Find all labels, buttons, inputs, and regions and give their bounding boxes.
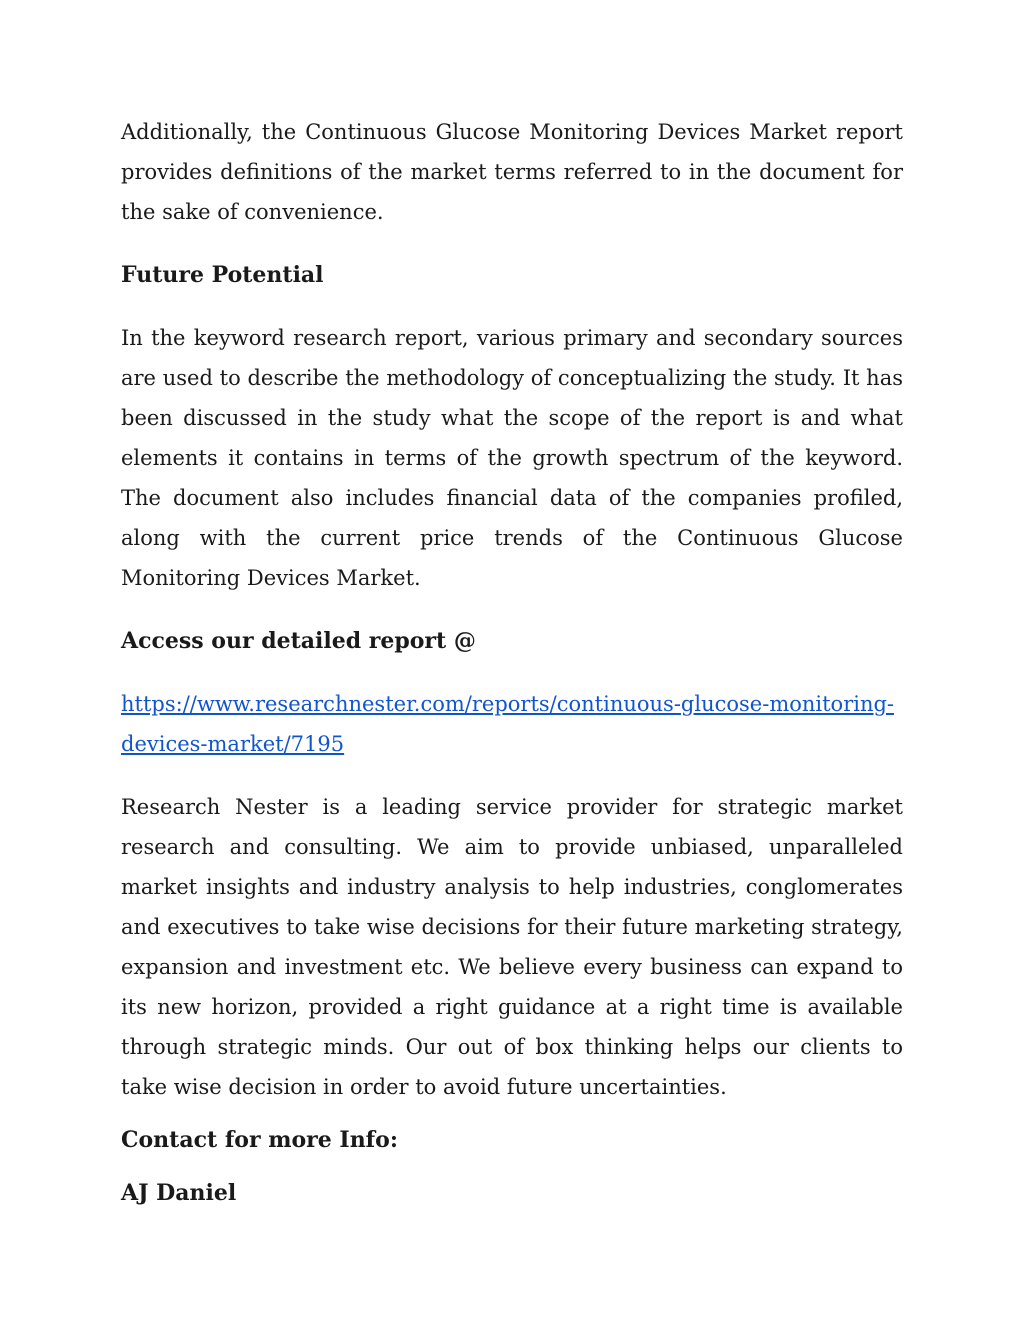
access-report-heading: Access our detailed report @ bbox=[121, 628, 476, 654]
contact-name: AJ Daniel bbox=[121, 1180, 237, 1206]
about-paragraph: Research Nester is a leading service provider for strategic market research and consulting. We aim to provide unbiased, unparalleled market insights and industry analysis to help industries, conglomerates and executives to take wise decisions for their future marketing strategy, expansion and investment etc. We believe every business can expand to its new horizon, provided a right guidance at a right time is available through strategic minds. Our out of box thinking helps our clients to take wise decision in order to avoid future uncertainties. bbox=[121, 795, 903, 1099]
report-link[interactable]: https://www.researchnester.com/reports/continuous-glucose-monitoring-devices-market/7195 bbox=[121, 692, 895, 756]
future-potential-heading: Future Potential bbox=[121, 262, 324, 288]
future-potential-paragraph: In the keyword research report, various primary and secondary sources are used to describe the methodology of conceptualizing the study. It has been discussed in the study what the scope of the report is and what elements it contains in terms of the growth spectrum of the keyword. The document also includes financial data of the companies profiled, along with the current price trends of the Continuous Glucose Monitoring Devices Market. bbox=[121, 326, 903, 590]
intro-paragraph: Additionally, the Continuous Glucose Monitoring Devices Market report provides definitions of the market terms referred to in the document for the sake of convenience. bbox=[121, 120, 903, 224]
document-page bbox=[121, 112, 903, 1213]
contact-heading: Contact for more Info: bbox=[121, 1127, 398, 1153]
